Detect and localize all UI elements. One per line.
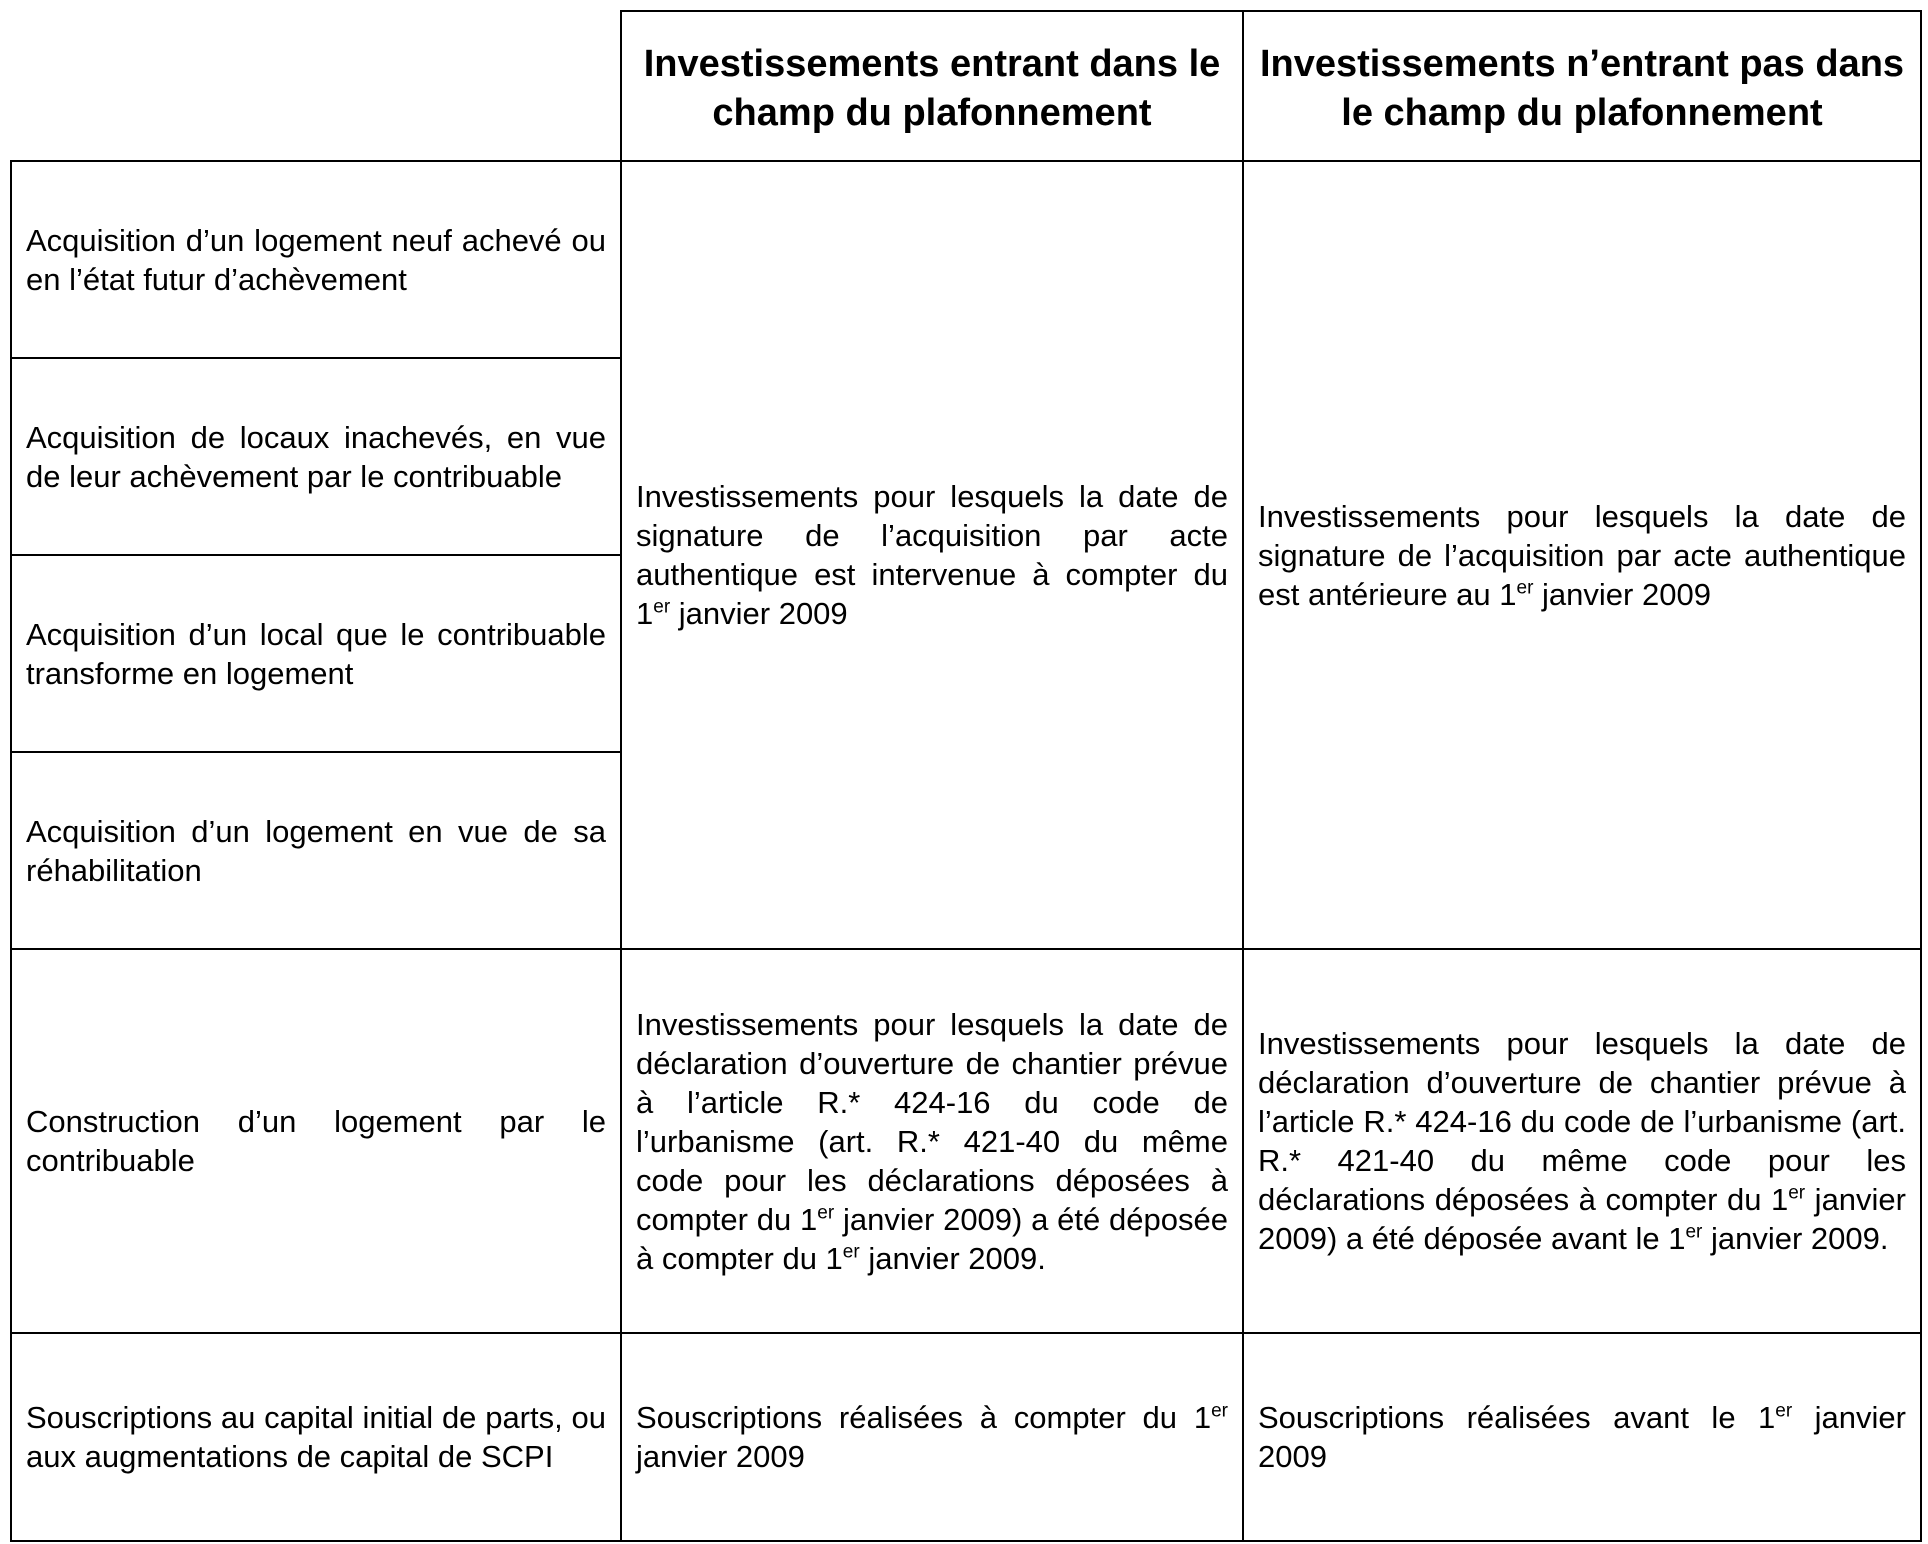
header-entrant: [620, 10, 1244, 162]
cell-text: Souscriptions réalisées à compter du 1er janvier 2009: [636, 1400, 1228, 1474]
cell-construction-non-entrant: [1242, 948, 1922, 1334]
row-label-rehabilitation: [10, 751, 622, 950]
row-label-text: Acquisition d’un local que le contribuable transforme en logement: [26, 616, 606, 691]
cell-scpi-entrant: [620, 1332, 1244, 1542]
cell-text: Investissements pour lesquels la date de déclaration d’ouverture de chantier prévue à l’article R.* 424-16 du code de l’urbanisme (art. R.* 421-40 du même code pour les déclarations déposées à compter du 1er janvier 2009) a été déposée avant le 1er janvier 2009.: [1258, 1026, 1906, 1256]
cell-text: Investissements pour lesquels la date de signature de l’acquisition par acte authentique est intervenue à compter du 1er janvier 2009: [636, 479, 1228, 631]
cell-text: Investissements pour lesquels la date de déclaration d’ouverture de chantier prévue à l’article R.* 424-16 du code de l’urbanisme (art. R.* 421-40 du même code pour les déclarations déposées à compter du 1er janvier 2009) a été déposée à compter du 1er janvier 2009.: [636, 1006, 1228, 1276]
row-label-text: Construction d’un logement par le contribuable: [26, 1104, 606, 1178]
row-label-scpi: [10, 1332, 622, 1542]
empty-corner-cell: [10, 10, 622, 160]
row-label-logement-neuf: [10, 160, 622, 359]
header-entrant-text: Investissements entrant dans le champ du plafonnement: [643, 43, 1221, 134]
header-non-entrant: [1242, 10, 1922, 162]
cell-acquisition-entrant: [620, 160, 1244, 950]
cell-text: Investissements pour lesquels la date de signature de l’acquisition par acte authentique est antérieure au 1er janvier 2009: [1258, 498, 1906, 612]
header-non-entrant-text: Investissements n’entrant pas dans le champ du plafonnement: [1259, 43, 1905, 134]
row-label-locaux-inacheves: [10, 357, 622, 556]
row-label-construction: [10, 948, 622, 1334]
cell-scpi-non-entrant: [1242, 1332, 1922, 1542]
row-label-text: Acquisition d’un logement neuf achevé ou en l’état futur d’achèvement: [26, 222, 606, 297]
row-label-text: Acquisition de locaux inachevés, en vue de leur achèvement par le contribuable: [26, 419, 606, 494]
cell-construction-entrant: [620, 948, 1244, 1334]
row-label-text: Souscriptions au capital initial de parts, ou aux augmentations de capital de SCPI: [26, 1400, 606, 1474]
cell-text: Souscriptions réalisées avant le 1er janvier 2009: [1258, 1400, 1906, 1474]
row-label-text: Acquisition d’un logement en vue de sa réhabilitation: [26, 813, 606, 888]
row-label-local-transforme: [10, 554, 622, 753]
cell-acquisition-non-entrant: [1242, 160, 1922, 950]
